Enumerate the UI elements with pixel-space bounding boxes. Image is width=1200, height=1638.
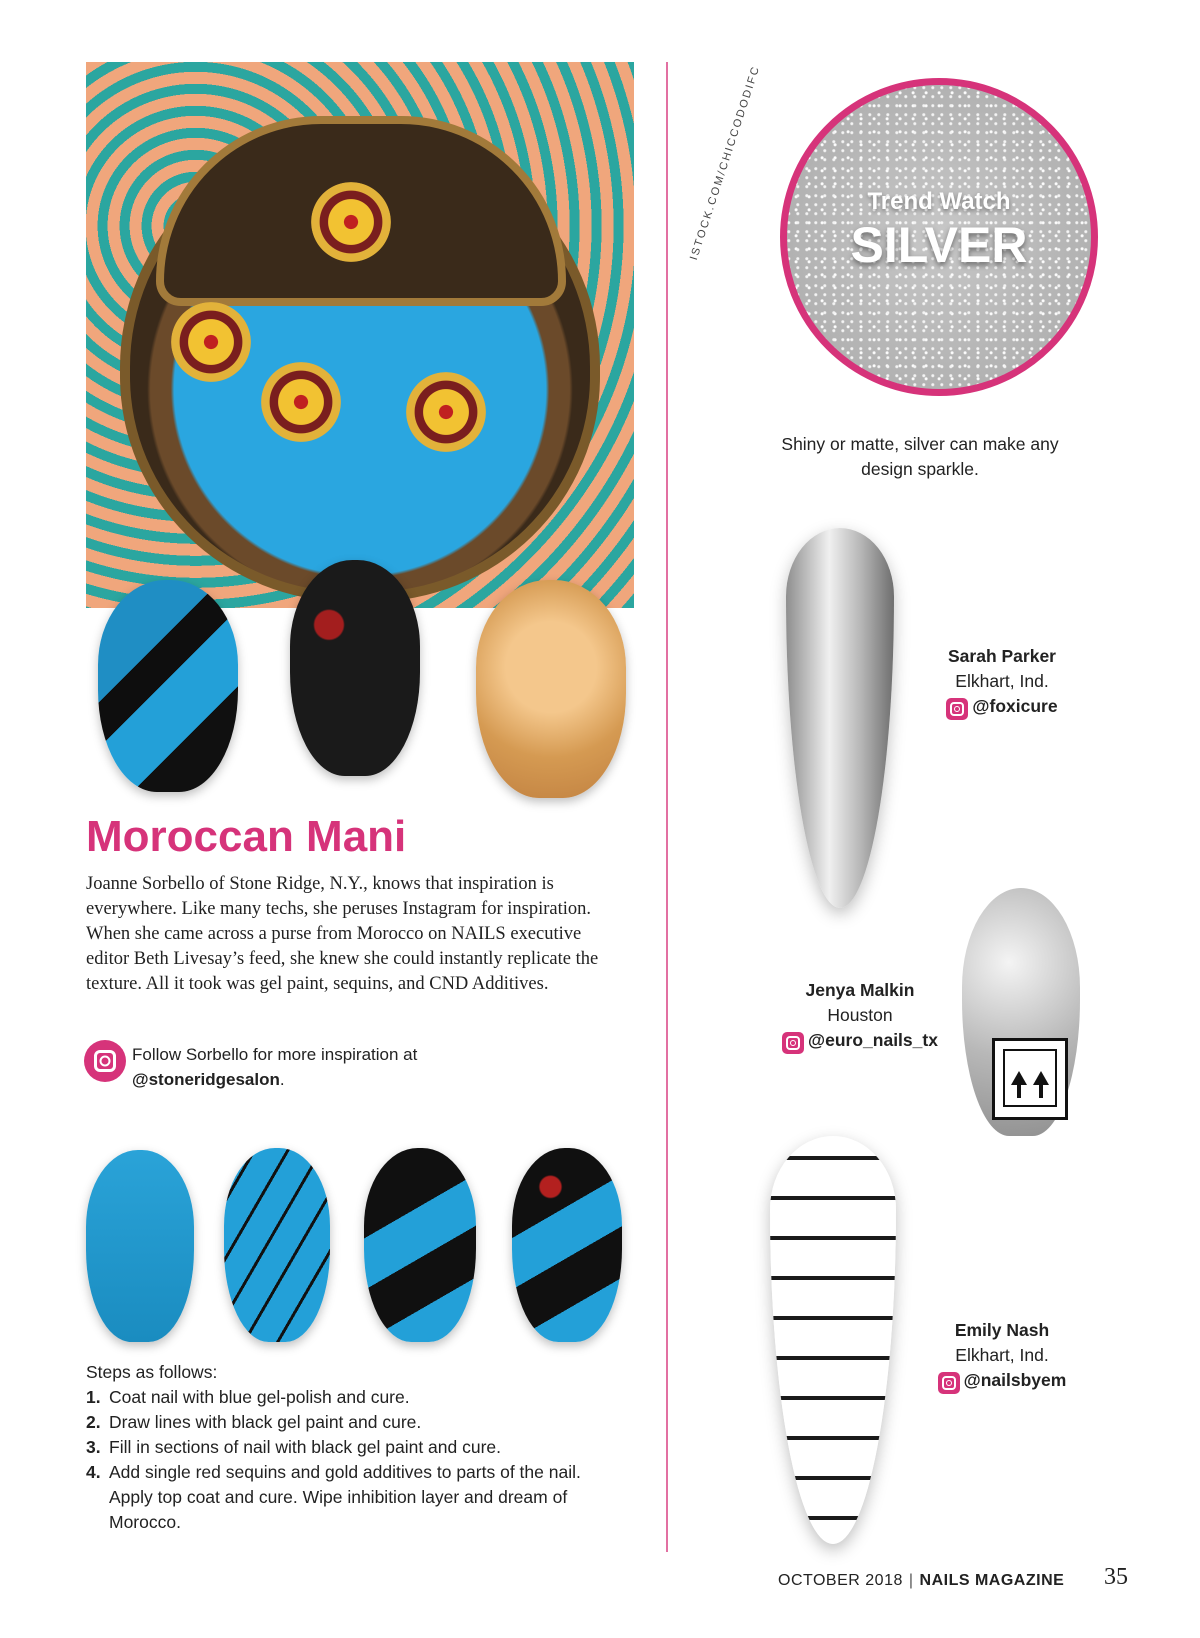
- artist-handle[interactable]: @nailsbyem: [912, 1368, 1092, 1394]
- artist-name: Emily Nash: [954, 1320, 1050, 1340]
- footer-magazine: NAILS MAGAZINE: [919, 1572, 1065, 1589]
- hero-nail-blue-black: [98, 580, 238, 792]
- article-title: Moroccan Mani: [86, 812, 407, 861]
- column-divider: [666, 62, 668, 1552]
- footer-separator: |: [908, 1572, 914, 1589]
- step-nail-1: [86, 1150, 194, 1342]
- artist-location: Elkhart, Ind.: [955, 1345, 1049, 1365]
- steps-heading: Steps as follows:: [86, 1362, 218, 1382]
- step-nail-4: [512, 1148, 622, 1342]
- step-item: 3. Fill in sections of nail with black gel paint and cure.: [86, 1437, 502, 1457]
- instagram-icon: [84, 1040, 126, 1082]
- artist-name: Jenya Malkin: [805, 980, 915, 1000]
- hero-nail-black-red: [290, 560, 420, 776]
- steps-section: [86, 1360, 616, 1535]
- artist-location: Elkhart, Ind.: [955, 671, 1049, 691]
- artist-nail-silver-swirl: [786, 528, 894, 908]
- artist-credit-1: [912, 644, 1092, 720]
- step-item: 2. Draw lines with black gel paint and cure.: [86, 1412, 422, 1432]
- purse-rosette: [406, 372, 486, 452]
- artist-handle[interactable]: @foxicure: [912, 694, 1092, 720]
- artist-handle[interactable]: @euro_nails_tx: [760, 1028, 960, 1054]
- follow-label: Follow Sorbello for more inspiration at: [132, 1045, 418, 1064]
- hero-nail-gold: [476, 580, 626, 798]
- trend-caption: Shiny or matte, silver can make any design sparkle.: [781, 434, 1059, 479]
- follow-text: [132, 1042, 612, 1092]
- trend-title: SILVER: [850, 217, 1028, 273]
- article-intro: Joanne Sorbello of Stone Ridge, N.Y., knows that inspiration is everywhere. Like many techs, she peruses Instagram for inspiration. When she came across a purse from Morocco on NAILS executive editor Beth Livesay’s feed, she knew she could instantly replicate the texture. All it took was gel paint, sequins, and CND Additives.: [86, 874, 599, 994]
- artist-credit-3: [912, 1318, 1092, 1394]
- page-footer: [778, 1572, 1064, 1590]
- artist-location: Houston: [827, 1005, 893, 1025]
- step-item: 1. Coat nail with blue gel-polish and cure.: [86, 1387, 410, 1407]
- instagram-icon: [782, 1032, 804, 1054]
- page-number: 35: [1104, 1564, 1128, 1590]
- purse-rosette: [311, 182, 391, 262]
- up-arrow-icon: [1033, 1071, 1049, 1085]
- steps-list: [86, 1385, 616, 1535]
- purse-photo: [86, 62, 634, 608]
- step-item: 4. Add single red sequins and gold additives to parts of the nail. Apply top coat and cure. Wipe inhibition layer and dream of Morocco.: [86, 1462, 581, 1532]
- box-arrows: [1003, 1049, 1057, 1107]
- up-arrow-icon: [1011, 1071, 1027, 1085]
- instagram-icon: [946, 698, 968, 720]
- artist-name: Sarah Parker: [948, 646, 1056, 666]
- follow-handle[interactable]: @stoneridgesalon: [132, 1070, 280, 1089]
- trend-label: Trend Watch: [867, 188, 1011, 215]
- box-symbol-icon: [992, 1038, 1068, 1120]
- instagram-icon: [938, 1372, 960, 1394]
- step-nail-3: [364, 1148, 476, 1342]
- purse-rosette: [261, 362, 341, 442]
- follow-period: .: [279, 1070, 285, 1089]
- artist-credit-2: [760, 978, 960, 1054]
- footer-date: OCTOBER 2018: [778, 1572, 903, 1589]
- step-nail-2: [224, 1148, 330, 1342]
- photo-credit: ISTOCK.COM/CHICCODODIFC: [688, 63, 763, 262]
- artist-nail-chain: [770, 1136, 896, 1544]
- purse-rosette: [171, 302, 251, 382]
- trend-watch-badge: [780, 78, 1098, 396]
